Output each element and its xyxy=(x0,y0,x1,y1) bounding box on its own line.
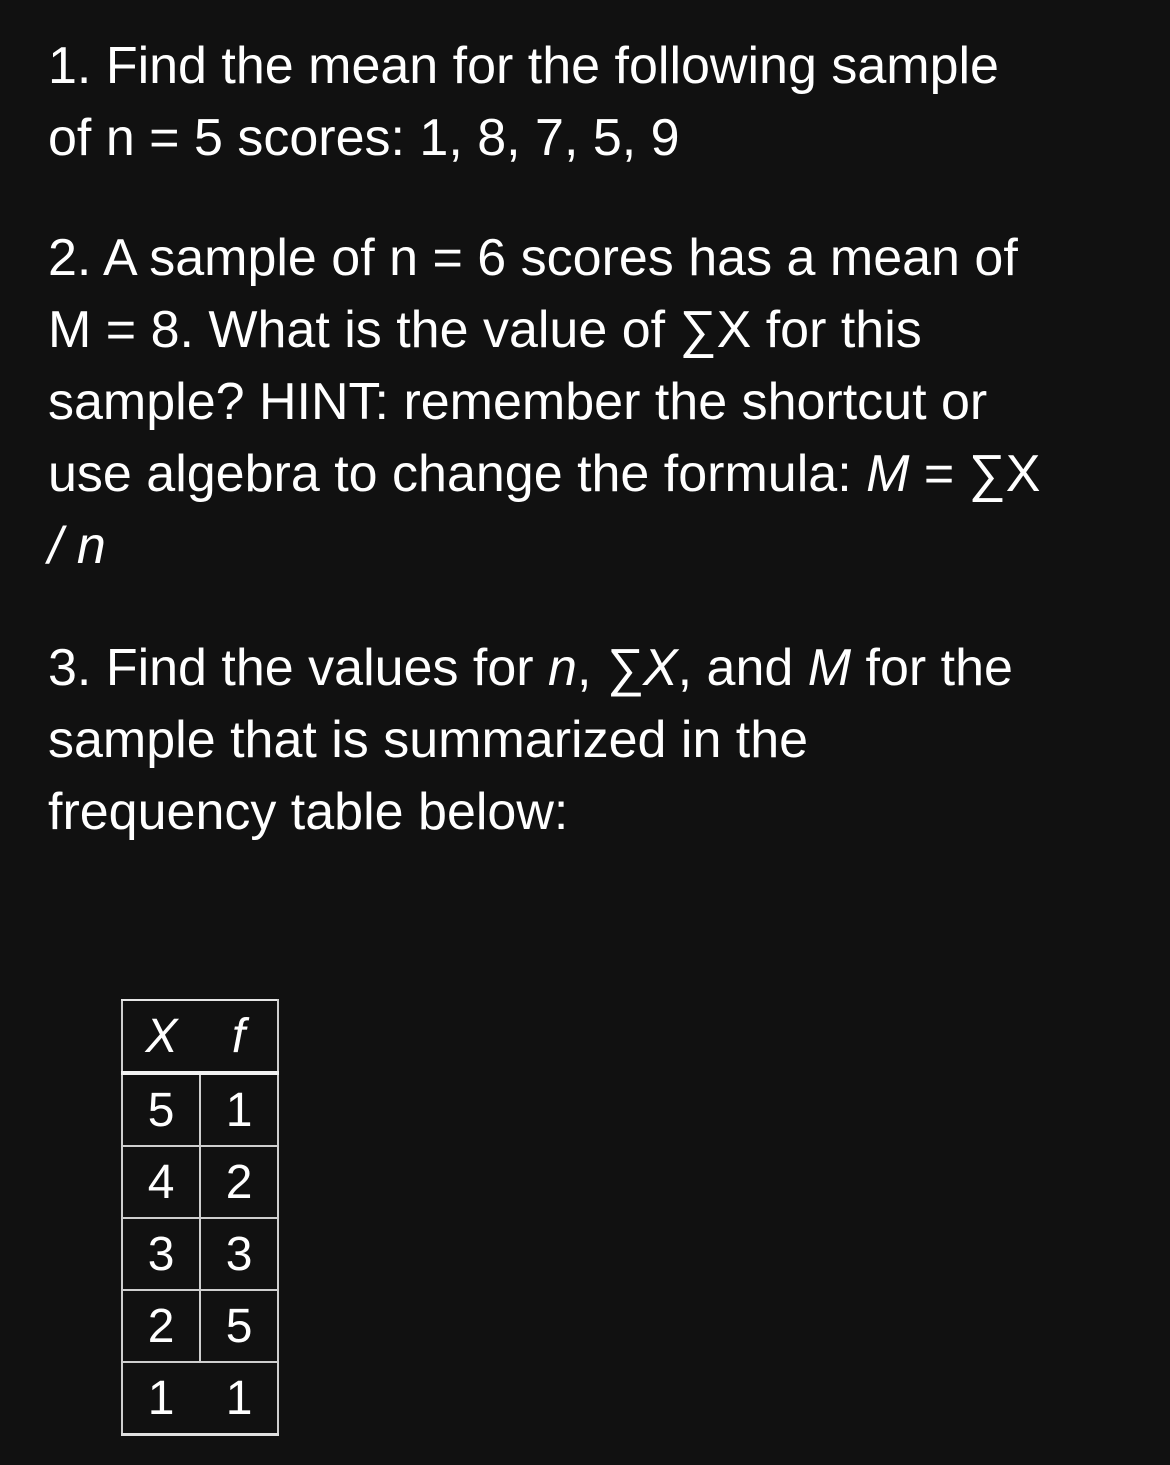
var-sum-x: ∑X xyxy=(605,639,678,697)
question-1 xyxy=(48,30,1138,174)
frequency-table xyxy=(121,999,279,1436)
cell-f: 1 xyxy=(200,1362,278,1435)
formula-divisor: / n xyxy=(48,517,106,575)
header-x: X xyxy=(122,1000,200,1073)
question-2-line-1: 2. A sample of n = 6 scores has a mean of xyxy=(48,229,1018,287)
cell-f: 3 xyxy=(200,1218,278,1290)
cell-x: 5 xyxy=(122,1073,200,1146)
cell-x: 1 xyxy=(122,1362,200,1435)
question-2 xyxy=(48,222,1138,582)
question-3 xyxy=(48,632,1138,848)
header-f: f xyxy=(200,1000,278,1073)
question-1-line-2: of n = 5 scores: 1, 8, 7, 5, 9 xyxy=(48,109,680,167)
cell-x: 3 xyxy=(122,1218,200,1290)
question-2-line-3: sample? HINT: remember the shortcut or xyxy=(48,373,988,431)
var-n: n xyxy=(548,639,577,697)
table-row xyxy=(122,1146,278,1218)
table-row xyxy=(122,1290,278,1362)
formula-mean-symbol: M xyxy=(866,445,910,503)
question-3-line-1-end: for the xyxy=(851,639,1013,697)
formula-sum-part: = ∑X xyxy=(909,445,1041,503)
cell-x: 4 xyxy=(122,1146,200,1218)
var-m: M xyxy=(807,639,852,697)
table-row xyxy=(122,1218,278,1290)
question-3-line-2: sample that is summarized in the xyxy=(48,711,809,769)
cell-f: 2 xyxy=(200,1146,278,1218)
question-3-sep-1: , xyxy=(576,639,606,697)
question-3-line-3: frequency table below: xyxy=(48,783,569,841)
cell-x: 2 xyxy=(122,1290,200,1362)
question-2-line-4: use algebra to change the formula: xyxy=(48,445,867,503)
cell-f: 5 xyxy=(200,1290,278,1362)
question-2-line-2: M = 8. What is the value of ∑X for this xyxy=(48,301,922,359)
question-3-prefix: 3. Find the values for xyxy=(48,639,549,697)
table-row xyxy=(122,1073,278,1146)
frequency-table-header-row xyxy=(122,1000,278,1073)
table-row xyxy=(122,1362,278,1435)
cell-f: 1 xyxy=(200,1073,278,1146)
question-3-sep-2: , and xyxy=(677,639,808,697)
question-1-line-1: 1. Find the mean for the following sample xyxy=(48,37,999,95)
